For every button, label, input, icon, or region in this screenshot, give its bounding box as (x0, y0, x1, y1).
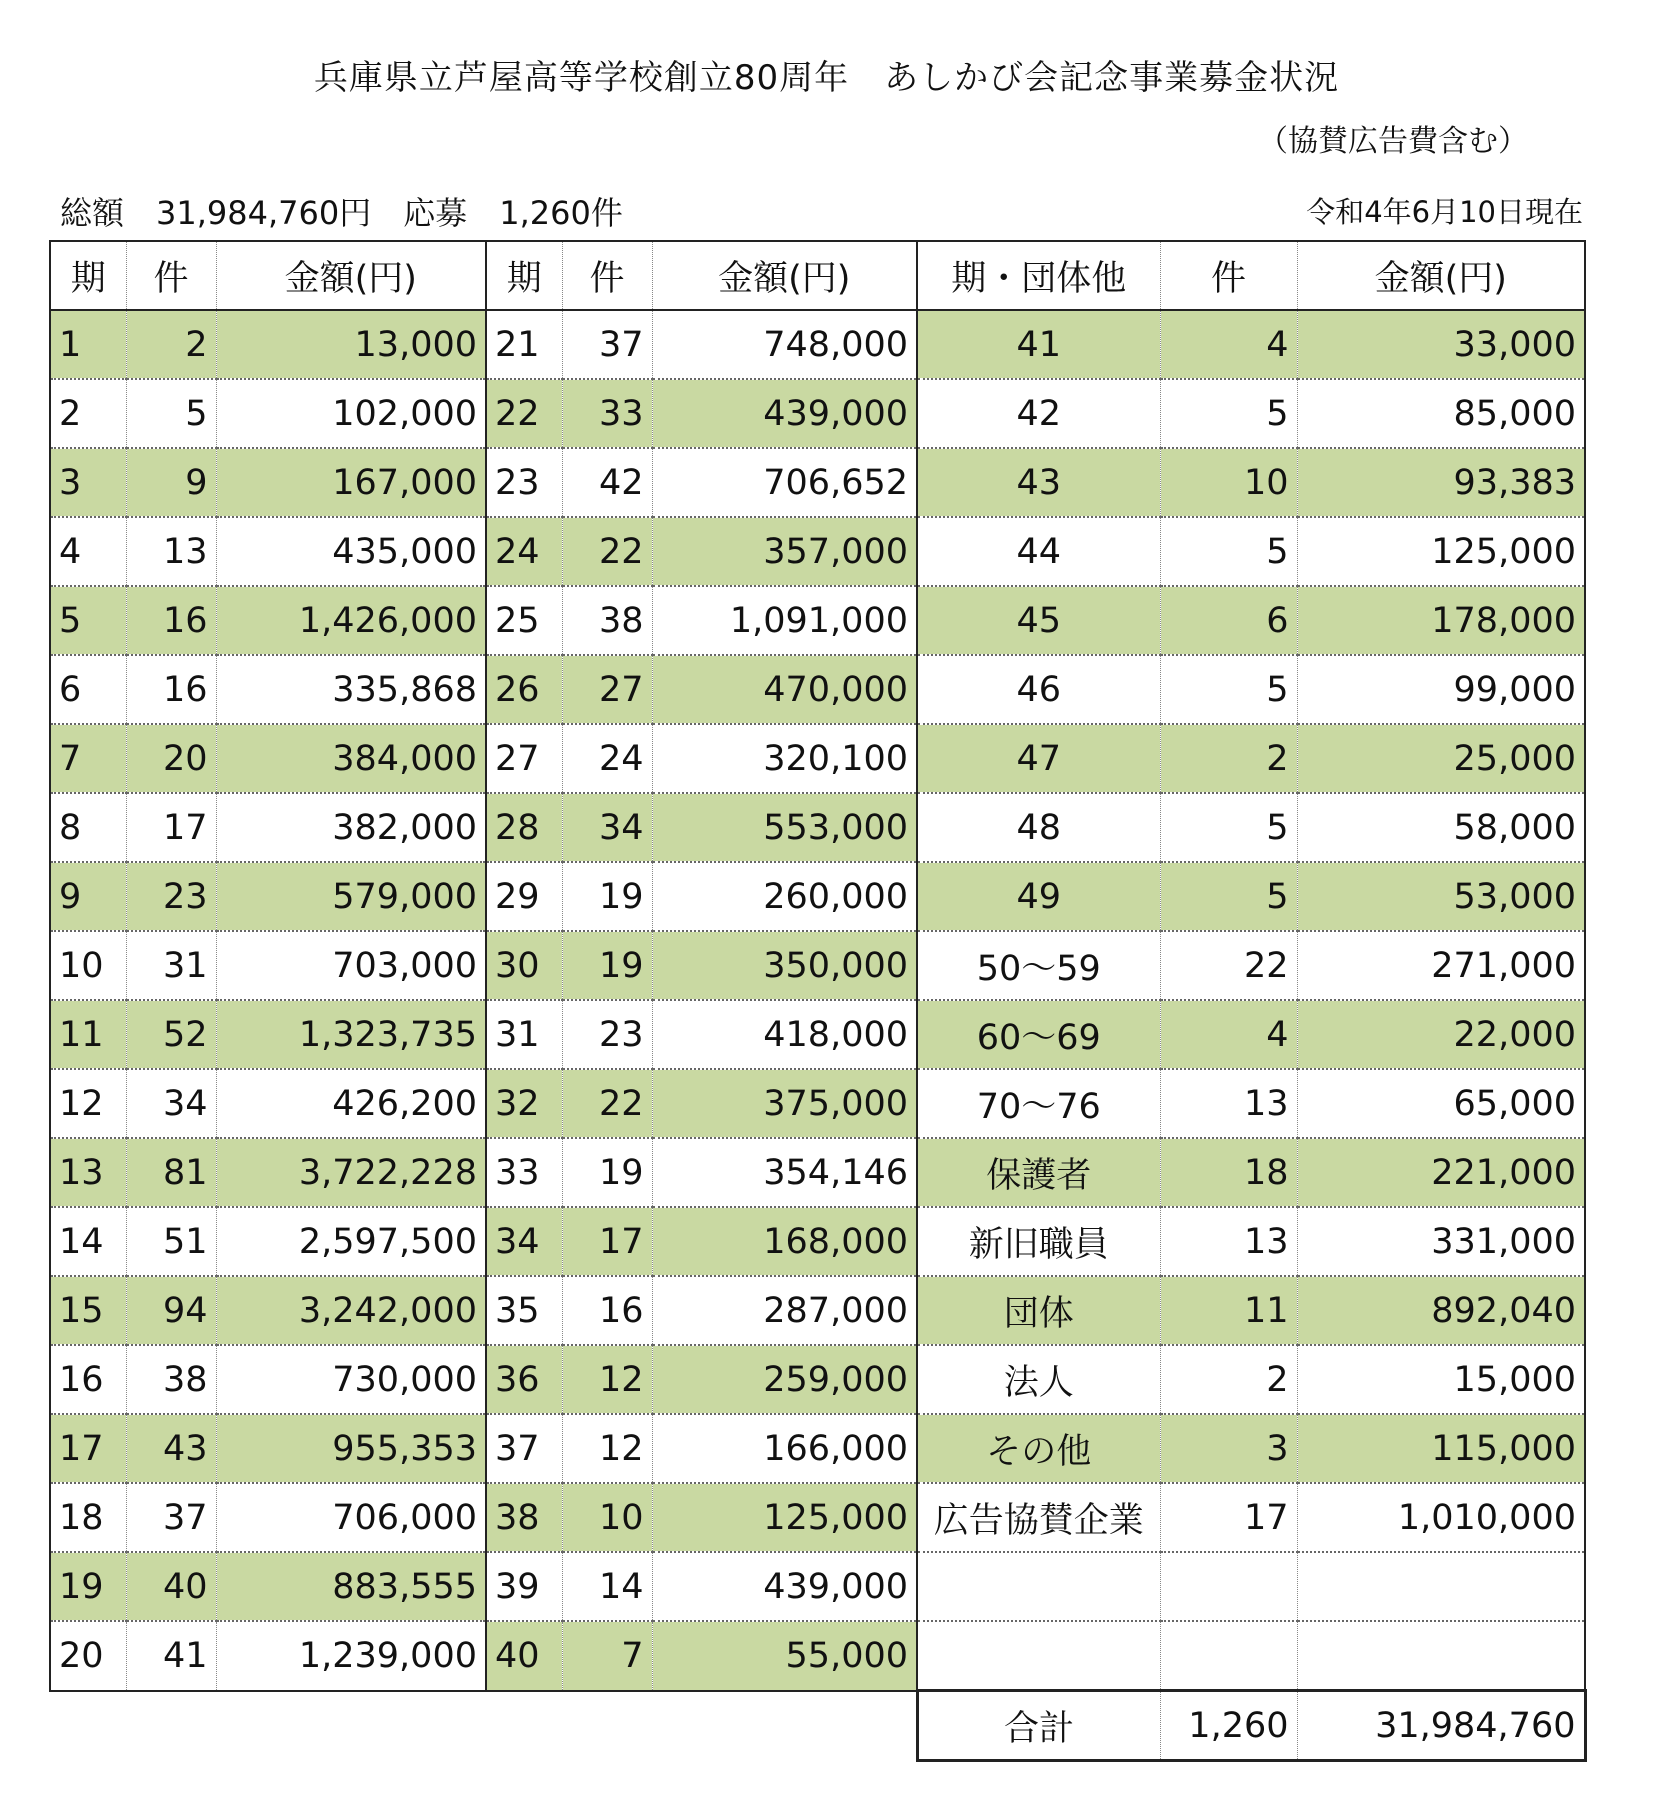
count-cell: 7 (562, 1621, 652, 1691)
empty-cell (50, 1691, 126, 1761)
count-cell: 22 (562, 517, 652, 586)
ki-cell: 1 (50, 310, 126, 379)
amount-cell: 553,000 (652, 793, 917, 862)
amount-cell: 426,200 (216, 1069, 486, 1138)
count-cell: 5 (1160, 517, 1297, 586)
amount-cell: 167,000 (216, 448, 486, 517)
ki-cell: 38 (486, 1483, 562, 1552)
amount-cell: 115,000 (1297, 1414, 1585, 1483)
ki-cell: 8 (50, 793, 126, 862)
table-row (50, 1207, 1585, 1276)
count-cell: 19 (562, 862, 652, 931)
count-cell: 34 (562, 793, 652, 862)
table-row (50, 1621, 1585, 1691)
empty-cell (562, 1691, 652, 1761)
amount-cell: 55,000 (652, 1621, 917, 1691)
count-cell: 13 (126, 517, 216, 586)
total-count: 1,260 (1160, 1691, 1297, 1761)
count-cell: 19 (562, 931, 652, 1000)
table-row (50, 448, 1585, 517)
count-cell: 17 (126, 793, 216, 862)
ki-cell: 4 (50, 517, 126, 586)
amount-cell: 25,000 (1297, 724, 1585, 793)
header-kingaku: 金額(円) (216, 241, 486, 310)
table-row (50, 1138, 1585, 1207)
amount-cell: 706,652 (652, 448, 917, 517)
count-cell: 6 (1160, 586, 1297, 655)
amount-cell: 13,000 (216, 310, 486, 379)
count-cell: 12 (562, 1414, 652, 1483)
header-ki: 期 (50, 241, 126, 310)
amount-cell: 706,000 (216, 1483, 486, 1552)
amount-cell: 439,000 (652, 379, 917, 448)
ki-dantai-cell: 47 (917, 724, 1160, 793)
count-cell: 9 (126, 448, 216, 517)
ki-cell: 31 (486, 1000, 562, 1069)
ki-cell: 17 (50, 1414, 126, 1483)
count-cell: 43 (126, 1414, 216, 1483)
amount-cell: 703,000 (216, 931, 486, 1000)
ki-cell: 14 (50, 1207, 126, 1276)
table-row (50, 1345, 1585, 1414)
amount-cell: 1,239,000 (216, 1621, 486, 1691)
amount-cell: 335,868 (216, 655, 486, 724)
table-row (50, 379, 1585, 448)
count-cell: 19 (562, 1138, 652, 1207)
count-cell: 22 (562, 1069, 652, 1138)
ki-cell: 7 (50, 724, 126, 793)
ki-dantai-cell: 46 (917, 655, 1160, 724)
amount-cell: 1,323,735 (216, 1000, 486, 1069)
count-cell: 94 (126, 1276, 216, 1345)
count-cell (1160, 1621, 1297, 1691)
header-kingaku: 金額(円) (1297, 241, 1585, 310)
count-cell: 34 (126, 1069, 216, 1138)
amount-cell: 3,722,228 (216, 1138, 486, 1207)
amount-cell: 260,000 (652, 862, 917, 931)
ki-dantai-cell: 70～76 (917, 1069, 1160, 1138)
ki-dantai-cell: 48 (917, 793, 1160, 862)
ki-cell: 30 (486, 931, 562, 1000)
count-cell: 5 (1160, 793, 1297, 862)
amount-cell: 439,000 (652, 1552, 917, 1621)
table-row (50, 724, 1585, 793)
ki-cell: 19 (50, 1552, 126, 1621)
header-ki: 期 (486, 241, 562, 310)
amount-cell: 579,000 (216, 862, 486, 931)
empty-cell (126, 1691, 216, 1761)
ki-cell: 29 (486, 862, 562, 931)
table-row (50, 793, 1585, 862)
header-kingaku: 金額(円) (652, 241, 917, 310)
ki-dantai-cell: 44 (917, 517, 1160, 586)
count-cell: 4 (1160, 310, 1297, 379)
ki-cell: 24 (486, 517, 562, 586)
table-row (50, 655, 1585, 724)
table-header (50, 241, 1585, 310)
amount-cell: 331,000 (1297, 1207, 1585, 1276)
count-cell: 52 (126, 1000, 216, 1069)
count-cell: 17 (1160, 1483, 1297, 1552)
amount-cell: 221,000 (1297, 1138, 1585, 1207)
amount-cell: 166,000 (652, 1414, 917, 1483)
ki-cell: 35 (486, 1276, 562, 1345)
table-row (50, 862, 1585, 931)
summary-total: 総額 31,984,760円 応募 1,260件 (60, 194, 623, 232)
count-cell: 33 (562, 379, 652, 448)
as-of-date: 令和4年6月10日現在 (1306, 195, 1583, 229)
ki-cell: 23 (486, 448, 562, 517)
ki-cell: 33 (486, 1138, 562, 1207)
amount-cell: 125,000 (1297, 517, 1585, 586)
subnote: （協賛広告費含む） (1258, 124, 1528, 159)
total-row (50, 1691, 1585, 1761)
total-label: 合計 (917, 1691, 1160, 1761)
count-cell: 81 (126, 1138, 216, 1207)
empty-cell (652, 1691, 917, 1761)
amount-cell: 168,000 (652, 1207, 917, 1276)
count-cell (1160, 1552, 1297, 1621)
ki-cell: 26 (486, 655, 562, 724)
page-title: 兵庫県立芦屋高等学校創立80周年 あしかび会記念事業募金状況 (313, 58, 1340, 98)
amount-cell: 892,040 (1297, 1276, 1585, 1345)
amount-cell: 384,000 (216, 724, 486, 793)
header-ken: 件 (562, 241, 652, 310)
ki-cell: 16 (50, 1345, 126, 1414)
count-cell: 2 (1160, 1345, 1297, 1414)
count-cell: 27 (562, 655, 652, 724)
ki-cell: 27 (486, 724, 562, 793)
amount-cell: 730,000 (216, 1345, 486, 1414)
count-cell: 13 (1160, 1207, 1297, 1276)
amount-cell: 320,100 (652, 724, 917, 793)
count-cell: 51 (126, 1207, 216, 1276)
ki-dantai-cell: 保護者 (917, 1138, 1160, 1207)
count-cell: 17 (562, 1207, 652, 1276)
ki-cell: 28 (486, 793, 562, 862)
count-cell: 37 (562, 310, 652, 379)
count-cell: 10 (1160, 448, 1297, 517)
count-cell: 41 (126, 1621, 216, 1691)
ki-dantai-cell (917, 1552, 1160, 1621)
header-ki-dantai: 期・団体他 (917, 241, 1160, 310)
ki-dantai-cell: その他 (917, 1414, 1160, 1483)
ki-dantai-cell: 法人 (917, 1345, 1160, 1414)
amount-cell: 85,000 (1297, 379, 1585, 448)
ki-cell: 2 (50, 379, 126, 448)
donation-table (49, 240, 1587, 1762)
amount-cell: 435,000 (216, 517, 486, 586)
ki-cell: 39 (486, 1552, 562, 1621)
ki-dantai-cell: 50～59 (917, 931, 1160, 1000)
amount-cell: 53,000 (1297, 862, 1585, 931)
amount-cell: 3,242,000 (216, 1276, 486, 1345)
count-cell: 37 (126, 1483, 216, 1552)
count-cell: 13 (1160, 1069, 1297, 1138)
ki-dantai-cell: 42 (917, 379, 1160, 448)
amount-cell: 748,000 (652, 310, 917, 379)
amount-cell: 1,091,000 (652, 586, 917, 655)
amount-cell: 93,383 (1297, 448, 1585, 517)
amount-cell: 15,000 (1297, 1345, 1585, 1414)
header-ken: 件 (126, 241, 216, 310)
ki-cell: 21 (486, 310, 562, 379)
amount-cell: 125,000 (652, 1483, 917, 1552)
table-row (50, 586, 1585, 655)
count-cell: 16 (562, 1276, 652, 1345)
amount-cell: 2,597,500 (216, 1207, 486, 1276)
amount-cell: 357,000 (652, 517, 917, 586)
amount-cell: 178,000 (1297, 586, 1585, 655)
count-cell: 5 (1160, 862, 1297, 931)
table-row (50, 517, 1585, 586)
table-row (50, 1552, 1585, 1621)
count-cell: 22 (1160, 931, 1297, 1000)
ki-cell: 11 (50, 1000, 126, 1069)
table-row (50, 1483, 1585, 1552)
ki-dantai-cell (917, 1621, 1160, 1691)
amount-cell: 470,000 (652, 655, 917, 724)
ki-dantai-cell: 49 (917, 862, 1160, 931)
ki-dantai-cell: 広告協賛企業 (917, 1483, 1160, 1552)
count-cell: 38 (562, 586, 652, 655)
amount-cell: 955,353 (216, 1414, 486, 1483)
amount-cell: 375,000 (652, 1069, 917, 1138)
table-row (50, 310, 1585, 379)
table-row (50, 1069, 1585, 1138)
ki-cell: 15 (50, 1276, 126, 1345)
ki-cell: 6 (50, 655, 126, 724)
count-cell: 2 (126, 310, 216, 379)
empty-cell (486, 1691, 562, 1761)
amount-cell: 65,000 (1297, 1069, 1585, 1138)
table-row (50, 1276, 1585, 1345)
ki-cell: 12 (50, 1069, 126, 1138)
ki-dantai-cell: 新旧職員 (917, 1207, 1160, 1276)
count-cell: 5 (1160, 379, 1297, 448)
count-cell: 5 (1160, 655, 1297, 724)
count-cell: 24 (562, 724, 652, 793)
amount-cell (1297, 1552, 1585, 1621)
ki-cell: 3 (50, 448, 126, 517)
ki-cell: 34 (486, 1207, 562, 1276)
header-ken: 件 (1160, 241, 1297, 310)
amount-cell: 287,000 (652, 1276, 917, 1345)
table-row (50, 1000, 1585, 1069)
amount-cell: 883,555 (216, 1552, 486, 1621)
ki-cell: 22 (486, 379, 562, 448)
ki-dantai-cell: 60～69 (917, 1000, 1160, 1069)
ki-cell: 37 (486, 1414, 562, 1483)
ki-dantai-cell: 団体 (917, 1276, 1160, 1345)
amount-cell: 354,146 (652, 1138, 917, 1207)
ki-cell: 25 (486, 586, 562, 655)
ki-cell: 18 (50, 1483, 126, 1552)
count-cell: 31 (126, 931, 216, 1000)
count-cell: 16 (126, 586, 216, 655)
ki-cell: 20 (50, 1621, 126, 1691)
amount-cell: 99,000 (1297, 655, 1585, 724)
amount-cell: 33,000 (1297, 310, 1585, 379)
amount-cell: 259,000 (652, 1345, 917, 1414)
count-cell: 16 (126, 655, 216, 724)
count-cell: 4 (1160, 1000, 1297, 1069)
count-cell: 14 (562, 1552, 652, 1621)
count-cell: 5 (126, 379, 216, 448)
ki-cell: 36 (486, 1345, 562, 1414)
ki-cell: 40 (486, 1621, 562, 1691)
ki-cell: 9 (50, 862, 126, 931)
count-cell: 38 (126, 1345, 216, 1414)
count-cell: 23 (562, 1000, 652, 1069)
amount-cell: 58,000 (1297, 793, 1585, 862)
amount-cell: 271,000 (1297, 931, 1585, 1000)
ki-cell: 5 (50, 586, 126, 655)
amount-cell: 102,000 (216, 379, 486, 448)
amount-cell: 418,000 (652, 1000, 917, 1069)
count-cell: 23 (126, 862, 216, 931)
table-row (50, 931, 1585, 1000)
ki-cell: 13 (50, 1138, 126, 1207)
ki-cell: 32 (486, 1069, 562, 1138)
count-cell: 20 (126, 724, 216, 793)
count-cell: 42 (562, 448, 652, 517)
count-cell: 40 (126, 1552, 216, 1621)
ki-dantai-cell: 41 (917, 310, 1160, 379)
count-cell: 12 (562, 1345, 652, 1414)
amount-cell: 382,000 (216, 793, 486, 862)
count-cell: 11 (1160, 1276, 1297, 1345)
ki-dantai-cell: 45 (917, 586, 1160, 655)
ki-cell: 10 (50, 931, 126, 1000)
amount-cell: 350,000 (652, 931, 917, 1000)
count-cell: 10 (562, 1483, 652, 1552)
total-amount: 31,984,760 (1297, 1691, 1585, 1761)
count-cell: 3 (1160, 1414, 1297, 1483)
amount-cell (1297, 1621, 1585, 1691)
count-cell: 18 (1160, 1138, 1297, 1207)
empty-cell (216, 1691, 486, 1761)
table-row (50, 1414, 1585, 1483)
amount-cell: 1,426,000 (216, 586, 486, 655)
amount-cell: 1,010,000 (1297, 1483, 1585, 1552)
count-cell: 2 (1160, 724, 1297, 793)
amount-cell: 22,000 (1297, 1000, 1585, 1069)
ki-dantai-cell: 43 (917, 448, 1160, 517)
